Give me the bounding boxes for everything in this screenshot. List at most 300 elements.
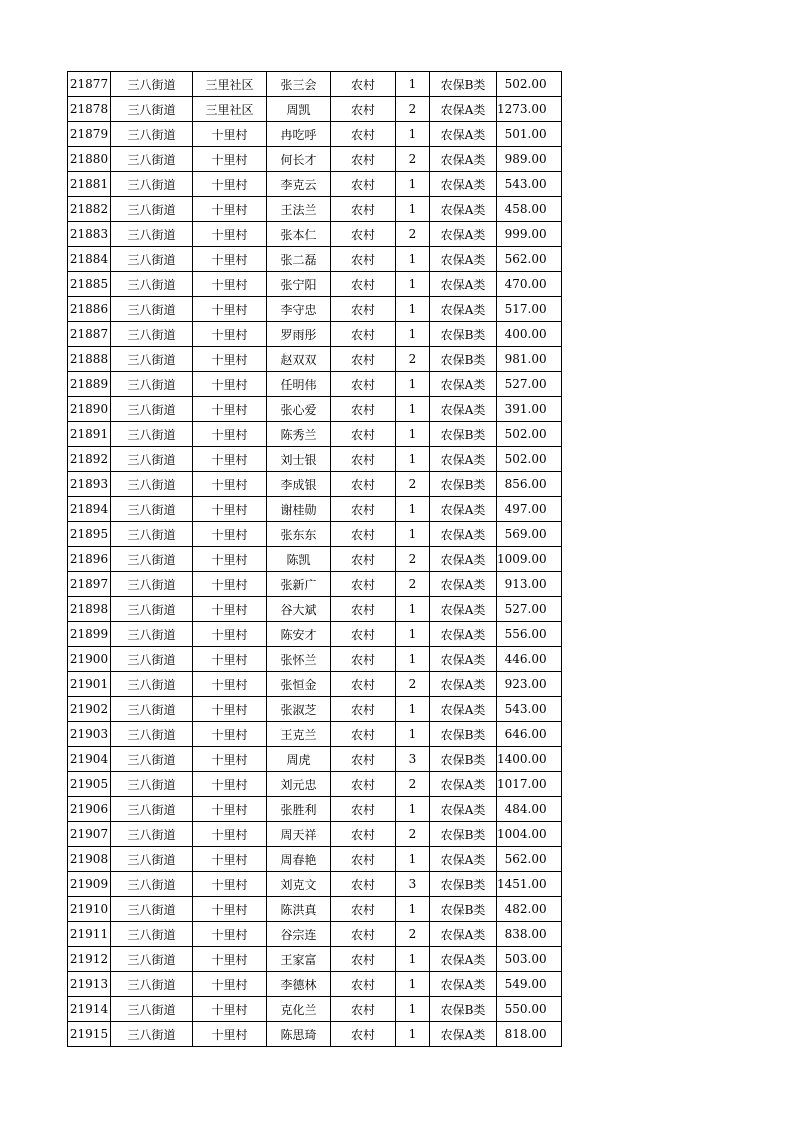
member-count-cell: 1	[396, 447, 430, 472]
street-cell: 三八街道	[111, 147, 193, 172]
category-cell: 农保A类	[430, 247, 497, 272]
table-row	[68, 647, 562, 672]
community-cell: 十里村	[193, 847, 267, 872]
area-type-cell: 农村	[331, 422, 396, 447]
table-row	[68, 997, 562, 1022]
member-count-cell: 2	[396, 147, 430, 172]
name-cell: 陈安才	[267, 622, 331, 647]
name-cell: 周虎	[267, 747, 331, 772]
name-cell: 张二磊	[267, 247, 331, 272]
member-count-cell: 1	[396, 597, 430, 622]
id-cell: 21897	[68, 572, 111, 597]
category-cell: 农保A类	[430, 697, 497, 722]
category-cell: 农保B类	[430, 747, 497, 772]
area-type-cell: 农村	[331, 397, 396, 422]
category-cell: 农保B类	[430, 997, 497, 1022]
category-cell: 农保B类	[430, 872, 497, 897]
id-cell: 21908	[68, 847, 111, 872]
amount-cell: 482.00	[497, 897, 562, 922]
name-cell: 谷大斌	[267, 597, 331, 622]
table-row	[68, 72, 562, 97]
member-count-cell: 2	[396, 222, 430, 247]
table-row	[68, 747, 562, 772]
amount-cell: 1017.00	[497, 772, 562, 797]
category-cell: 农保A类	[430, 447, 497, 472]
category-cell: 农保B类	[430, 897, 497, 922]
member-count-cell: 2	[396, 922, 430, 947]
street-cell: 三八街道	[111, 597, 193, 622]
id-cell: 21900	[68, 647, 111, 672]
id-cell: 21893	[68, 472, 111, 497]
community-cell: 十里村	[193, 1022, 267, 1047]
member-count-cell: 2	[396, 347, 430, 372]
community-cell: 十里村	[193, 622, 267, 647]
community-cell: 十里村	[193, 597, 267, 622]
name-cell: 赵双双	[267, 347, 331, 372]
id-cell: 21888	[68, 347, 111, 372]
category-cell: 农保A类	[430, 97, 497, 122]
id-cell: 21884	[68, 247, 111, 272]
category-cell: 农保A类	[430, 847, 497, 872]
name-cell: 张胜利	[267, 797, 331, 822]
category-cell: 农保A类	[430, 497, 497, 522]
name-cell: 王克兰	[267, 722, 331, 747]
category-cell: 农保B类	[430, 822, 497, 847]
table-row	[68, 897, 562, 922]
category-cell: 农保A类	[430, 397, 497, 422]
name-cell: 陈洪真	[267, 897, 331, 922]
street-cell: 三八街道	[111, 122, 193, 147]
street-cell: 三八街道	[111, 372, 193, 397]
member-count-cell: 2	[396, 572, 430, 597]
table-row	[68, 497, 562, 522]
area-type-cell: 农村	[331, 522, 396, 547]
area-type-cell: 农村	[331, 72, 396, 97]
street-cell: 三八街道	[111, 547, 193, 572]
community-cell: 十里村	[193, 447, 267, 472]
area-type-cell: 农村	[331, 197, 396, 222]
table-row	[68, 172, 562, 197]
community-cell: 十里村	[193, 472, 267, 497]
name-cell: 陈思琦	[267, 1022, 331, 1047]
member-count-cell: 1	[396, 72, 430, 97]
street-cell: 三八街道	[111, 797, 193, 822]
category-cell: 农保A类	[430, 572, 497, 597]
category-cell: 农保A类	[430, 947, 497, 972]
amount-cell: 818.00	[497, 1022, 562, 1047]
amount-cell: 391.00	[497, 397, 562, 422]
community-cell: 十里村	[193, 372, 267, 397]
table-row	[68, 872, 562, 897]
table-row	[68, 222, 562, 247]
name-cell: 刘克文	[267, 872, 331, 897]
street-cell: 三八街道	[111, 472, 193, 497]
id-cell: 21885	[68, 272, 111, 297]
street-cell: 三八街道	[111, 422, 193, 447]
community-cell: 十里村	[193, 672, 267, 697]
community-cell: 十里村	[193, 222, 267, 247]
category-cell: 农保A类	[430, 222, 497, 247]
community-cell: 十里村	[193, 972, 267, 997]
id-cell: 21910	[68, 897, 111, 922]
id-cell: 21911	[68, 922, 111, 947]
community-cell: 十里村	[193, 297, 267, 322]
member-count-cell: 1	[396, 697, 430, 722]
street-cell: 三八街道	[111, 197, 193, 222]
id-cell: 21891	[68, 422, 111, 447]
area-type-cell: 农村	[331, 122, 396, 147]
table-row	[68, 247, 562, 272]
community-cell: 十里村	[193, 497, 267, 522]
id-cell: 21886	[68, 297, 111, 322]
member-count-cell: 3	[396, 747, 430, 772]
street-cell: 三八街道	[111, 297, 193, 322]
amount-cell: 503.00	[497, 947, 562, 972]
id-cell: 21903	[68, 722, 111, 747]
id-cell: 21913	[68, 972, 111, 997]
area-type-cell: 农村	[331, 147, 396, 172]
table-row	[68, 572, 562, 597]
amount-cell: 446.00	[497, 647, 562, 672]
area-type-cell: 农村	[331, 622, 396, 647]
area-type-cell: 农村	[331, 672, 396, 697]
community-cell: 十里村	[193, 197, 267, 222]
table-row	[68, 322, 562, 347]
table-row	[68, 672, 562, 697]
table-row	[68, 822, 562, 847]
id-cell: 21882	[68, 197, 111, 222]
id-cell: 21899	[68, 622, 111, 647]
area-type-cell: 农村	[331, 272, 396, 297]
table-row	[68, 622, 562, 647]
amount-cell: 999.00	[497, 222, 562, 247]
community-cell: 十里村	[193, 872, 267, 897]
member-count-cell: 1	[396, 172, 430, 197]
area-type-cell: 农村	[331, 447, 396, 472]
street-cell: 三八街道	[111, 947, 193, 972]
amount-cell: 923.00	[497, 672, 562, 697]
member-count-cell: 2	[396, 97, 430, 122]
table-row	[68, 797, 562, 822]
area-type-cell: 农村	[331, 972, 396, 997]
area-type-cell: 农村	[331, 347, 396, 372]
table-row	[68, 372, 562, 397]
table-row	[68, 397, 562, 422]
table-row	[68, 347, 562, 372]
street-cell: 三八街道	[111, 772, 193, 797]
name-cell: 张东东	[267, 522, 331, 547]
street-cell: 三八街道	[111, 747, 193, 772]
area-type-cell: 农村	[331, 797, 396, 822]
area-type-cell: 农村	[331, 647, 396, 672]
member-count-cell: 1	[396, 797, 430, 822]
amount-cell: 556.00	[497, 622, 562, 647]
area-type-cell: 农村	[331, 847, 396, 872]
name-cell: 克化兰	[267, 997, 331, 1022]
community-cell: 十里村	[193, 822, 267, 847]
id-cell: 21880	[68, 147, 111, 172]
id-cell: 21879	[68, 122, 111, 147]
table-row	[68, 522, 562, 547]
member-count-cell: 2	[396, 472, 430, 497]
street-cell: 三八街道	[111, 97, 193, 122]
member-count-cell: 1	[396, 372, 430, 397]
table-row	[68, 847, 562, 872]
id-cell: 21905	[68, 772, 111, 797]
member-count-cell: 1	[396, 897, 430, 922]
member-count-cell: 1	[396, 497, 430, 522]
community-cell: 十里村	[193, 572, 267, 597]
community-cell: 三里社区	[193, 97, 267, 122]
member-count-cell: 1	[396, 422, 430, 447]
amount-cell: 543.00	[497, 172, 562, 197]
table-row	[68, 722, 562, 747]
street-cell: 三八街道	[111, 397, 193, 422]
amount-cell: 1451.00	[497, 872, 562, 897]
amount-cell: 989.00	[497, 147, 562, 172]
member-count-cell: 1	[396, 972, 430, 997]
category-cell: 农保A类	[430, 297, 497, 322]
name-cell: 张淑芝	[267, 697, 331, 722]
street-cell: 三八街道	[111, 447, 193, 472]
name-cell: 张心爱	[267, 397, 331, 422]
name-cell: 李德林	[267, 972, 331, 997]
name-cell: 周凯	[267, 97, 331, 122]
name-cell: 张宁阳	[267, 272, 331, 297]
category-cell: 农保A类	[430, 547, 497, 572]
amount-cell: 569.00	[497, 522, 562, 547]
area-type-cell: 农村	[331, 747, 396, 772]
community-cell: 十里村	[193, 347, 267, 372]
table-row	[68, 122, 562, 147]
table-row	[68, 472, 562, 497]
table-row	[68, 947, 562, 972]
category-cell: 农保A类	[430, 772, 497, 797]
amount-cell: 549.00	[497, 972, 562, 997]
id-cell: 21881	[68, 172, 111, 197]
name-cell: 冉吃呼	[267, 122, 331, 147]
name-cell: 何长才	[267, 147, 331, 172]
area-type-cell: 农村	[331, 597, 396, 622]
community-cell: 十里村	[193, 247, 267, 272]
street-cell: 三八街道	[111, 622, 193, 647]
street-cell: 三八街道	[111, 72, 193, 97]
id-cell: 21912	[68, 947, 111, 972]
member-count-cell: 1	[396, 322, 430, 347]
category-cell: 农保A类	[430, 1022, 497, 1047]
id-cell: 21907	[68, 822, 111, 847]
area-type-cell: 农村	[331, 547, 396, 572]
amount-cell: 458.00	[497, 197, 562, 222]
member-count-cell: 1	[396, 622, 430, 647]
amount-cell: 527.00	[497, 597, 562, 622]
amount-cell: 470.00	[497, 272, 562, 297]
member-count-cell: 1	[396, 297, 430, 322]
amount-cell: 1400.00	[497, 747, 562, 772]
street-cell: 三八街道	[111, 897, 193, 922]
community-cell: 十里村	[193, 647, 267, 672]
street-cell: 三八街道	[111, 522, 193, 547]
table-row	[68, 272, 562, 297]
member-count-cell: 1	[396, 122, 430, 147]
area-type-cell: 农村	[331, 722, 396, 747]
table-row	[68, 97, 562, 122]
area-type-cell: 农村	[331, 297, 396, 322]
category-cell: 农保A类	[430, 622, 497, 647]
name-cell: 周春艳	[267, 847, 331, 872]
area-type-cell: 农村	[331, 772, 396, 797]
street-cell: 三八街道	[111, 347, 193, 372]
table-row	[68, 197, 562, 222]
records-table-body	[68, 72, 562, 1047]
table-row	[68, 1022, 562, 1047]
street-cell: 三八街道	[111, 222, 193, 247]
name-cell: 任明伟	[267, 372, 331, 397]
id-cell: 21896	[68, 547, 111, 572]
table-row	[68, 147, 562, 172]
community-cell: 十里村	[193, 422, 267, 447]
id-cell: 21915	[68, 1022, 111, 1047]
area-type-cell: 农村	[331, 897, 396, 922]
area-type-cell: 农村	[331, 947, 396, 972]
area-type-cell: 农村	[331, 572, 396, 597]
name-cell: 张三会	[267, 72, 331, 97]
street-cell: 三八街道	[111, 972, 193, 997]
id-cell: 21906	[68, 797, 111, 822]
community-cell: 十里村	[193, 997, 267, 1022]
category-cell: 农保A类	[430, 272, 497, 297]
member-count-cell: 2	[396, 672, 430, 697]
amount-cell: 543.00	[497, 697, 562, 722]
category-cell: 农保B类	[430, 722, 497, 747]
community-cell: 十里村	[193, 897, 267, 922]
amount-cell: 1273.00	[497, 97, 562, 122]
table-row	[68, 547, 562, 572]
name-cell: 李守忠	[267, 297, 331, 322]
street-cell: 三八街道	[111, 497, 193, 522]
amount-cell: 502.00	[497, 72, 562, 97]
id-cell: 21878	[68, 97, 111, 122]
name-cell: 刘士银	[267, 447, 331, 472]
table-row	[68, 597, 562, 622]
name-cell: 李成银	[267, 472, 331, 497]
amount-cell: 981.00	[497, 347, 562, 372]
category-cell: 农保A类	[430, 147, 497, 172]
amount-cell: 502.00	[497, 447, 562, 472]
id-cell: 21877	[68, 72, 111, 97]
category-cell: 农保A类	[430, 672, 497, 697]
community-cell: 十里村	[193, 772, 267, 797]
member-count-cell: 1	[396, 522, 430, 547]
street-cell: 三八街道	[111, 922, 193, 947]
member-count-cell: 1	[396, 722, 430, 747]
street-cell: 三八街道	[111, 997, 193, 1022]
member-count-cell: 2	[396, 822, 430, 847]
area-type-cell: 农村	[331, 497, 396, 522]
area-type-cell: 农村	[331, 997, 396, 1022]
street-cell: 三八街道	[111, 872, 193, 897]
amount-cell: 400.00	[497, 322, 562, 347]
street-cell: 三八街道	[111, 1022, 193, 1047]
amount-cell: 527.00	[497, 372, 562, 397]
category-cell: 农保A类	[430, 522, 497, 547]
table-row	[68, 447, 562, 472]
member-count-cell: 1	[396, 397, 430, 422]
community-cell: 十里村	[193, 797, 267, 822]
street-cell: 三八街道	[111, 722, 193, 747]
id-cell: 21914	[68, 997, 111, 1022]
member-count-cell: 1	[396, 947, 430, 972]
member-count-cell: 2	[396, 772, 430, 797]
name-cell: 陈凯	[267, 547, 331, 572]
member-count-cell: 1	[396, 1022, 430, 1047]
community-cell: 十里村	[193, 547, 267, 572]
name-cell: 张新广	[267, 572, 331, 597]
street-cell: 三八街道	[111, 172, 193, 197]
area-type-cell: 农村	[331, 372, 396, 397]
category-cell: 农保A类	[430, 597, 497, 622]
table-row	[68, 972, 562, 997]
amount-cell: 913.00	[497, 572, 562, 597]
amount-cell: 562.00	[497, 247, 562, 272]
member-count-cell: 3	[396, 872, 430, 897]
community-cell: 十里村	[193, 922, 267, 947]
id-cell: 21894	[68, 497, 111, 522]
street-cell: 三八街道	[111, 847, 193, 872]
id-cell: 21904	[68, 747, 111, 772]
area-type-cell: 农村	[331, 172, 396, 197]
id-cell: 21890	[68, 397, 111, 422]
name-cell: 王家富	[267, 947, 331, 972]
member-count-cell: 1	[396, 997, 430, 1022]
amount-cell: 484.00	[497, 797, 562, 822]
street-cell: 三八街道	[111, 322, 193, 347]
table-row	[68, 297, 562, 322]
category-cell: 农保B类	[430, 347, 497, 372]
category-cell: 农保B类	[430, 72, 497, 97]
street-cell: 三八街道	[111, 822, 193, 847]
amount-cell: 550.00	[497, 997, 562, 1022]
amount-cell: 501.00	[497, 122, 562, 147]
area-type-cell: 农村	[331, 472, 396, 497]
amount-cell: 646.00	[497, 722, 562, 747]
member-count-cell: 1	[396, 272, 430, 297]
community-cell: 十里村	[193, 747, 267, 772]
community-cell: 十里村	[193, 722, 267, 747]
amount-cell: 562.00	[497, 847, 562, 872]
area-type-cell: 农村	[331, 97, 396, 122]
amount-cell: 856.00	[497, 472, 562, 497]
table-row	[68, 422, 562, 447]
name-cell: 周天祥	[267, 822, 331, 847]
id-cell: 21887	[68, 322, 111, 347]
amount-cell: 838.00	[497, 922, 562, 947]
amount-cell: 1009.00	[497, 547, 562, 572]
community-cell: 三里社区	[193, 72, 267, 97]
community-cell: 十里村	[193, 397, 267, 422]
id-cell: 21883	[68, 222, 111, 247]
records-table	[67, 71, 562, 1047]
community-cell: 十里村	[193, 947, 267, 972]
category-cell: 农保A类	[430, 647, 497, 672]
name-cell: 罗雨彤	[267, 322, 331, 347]
name-cell: 陈秀兰	[267, 422, 331, 447]
area-type-cell: 农村	[331, 247, 396, 272]
category-cell: 农保B类	[430, 422, 497, 447]
name-cell: 刘元忠	[267, 772, 331, 797]
street-cell: 三八街道	[111, 672, 193, 697]
table-row	[68, 922, 562, 947]
